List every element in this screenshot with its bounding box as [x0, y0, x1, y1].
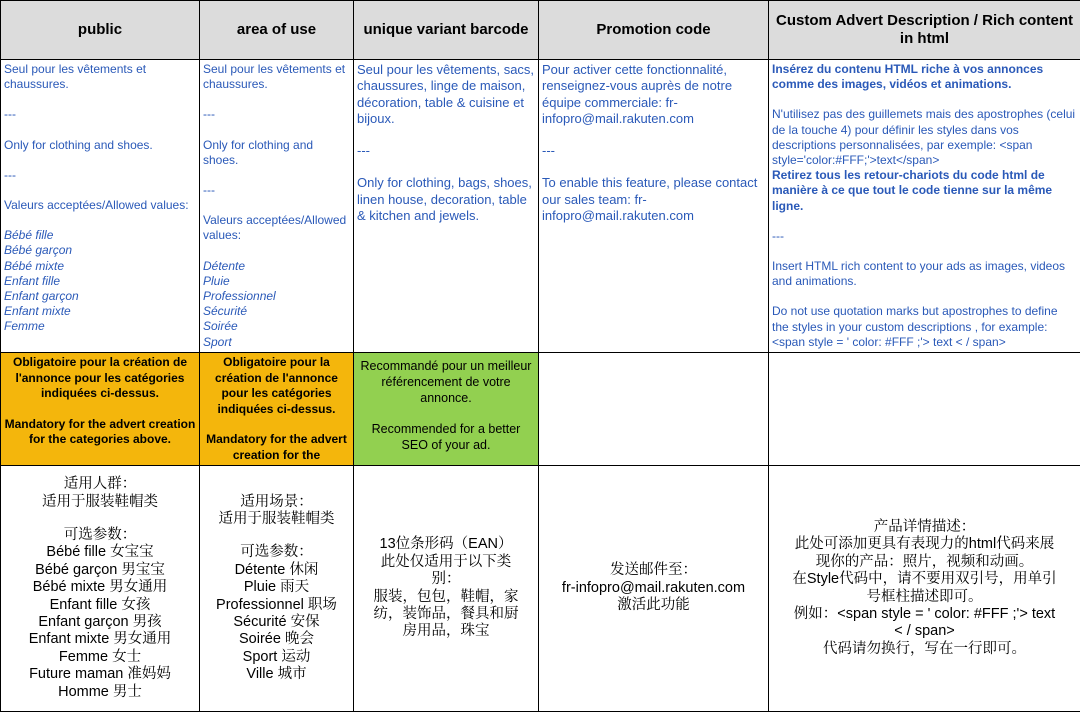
- custom-en-text-2: Do not use quotation marks but apostrophes to define the styles in your custom descriptions , for example: <span style = ' color: #FFF ;'> text < / span>: [772, 304, 1077, 350]
- custom-cn-line: 产品详情描述：: [772, 519, 1077, 536]
- header-custom-advert-description: Custom Advert Description / Rich content in html: [769, 1, 1080, 60]
- public-cn-value: Future maman 准妈妈: [4, 666, 196, 683]
- public-cn-params-label: 可选参数：: [4, 527, 196, 544]
- public-cn-title: 适用人群：: [4, 476, 196, 493]
- public-value-item: Enfant garçon: [4, 289, 196, 304]
- header-public: public: [1, 1, 200, 60]
- custom-advert-description-cell: [769, 60, 1080, 353]
- custom-cn-line: < / span>: [772, 623, 1077, 640]
- public-value-item: Bébé garçon: [4, 243, 196, 258]
- custom-chinese-cell: [769, 466, 1080, 712]
- promotion-empty-cell: [539, 353, 769, 466]
- public-mandatory-en: Mandatory for the advert creation for the categories above.: [4, 417, 196, 448]
- public-cn-value: Bébé mixte 男女通用: [4, 579, 196, 596]
- area-value-item: Soirée: [203, 319, 350, 334]
- header-unique-variant-barcode: unique variant barcode: [354, 1, 539, 60]
- area-value-item: Professionnel: [203, 289, 350, 304]
- area-cn-value: Sport 运动: [203, 649, 350, 666]
- public-cn-value: Femme 女士: [4, 649, 196, 666]
- custom-cn-line: 号框柱描述即可。: [772, 589, 1077, 606]
- area-cn-value: Détente 休闲: [203, 562, 350, 579]
- barcode-cn-line: 服装，包包，鞋帽，家: [357, 589, 535, 606]
- public-cn-value: Enfant mixte 男女通用: [4, 631, 196, 648]
- public-cn-value: Bébé fille 女宝宝: [4, 544, 196, 561]
- public-value-item: Enfant fille: [4, 274, 196, 289]
- custom-separator: ---: [772, 229, 1077, 244]
- public-en-intro: Only for clothing and shoes.: [4, 138, 196, 153]
- custom-cn-line: 在Style代码中，请不要用双引号，用单引: [772, 571, 1077, 588]
- public-description-cell: [1, 60, 200, 353]
- header-promotion-code: Promotion code: [539, 1, 769, 60]
- area-description-cell: [200, 60, 354, 353]
- area-mandatory-cell: [200, 353, 354, 466]
- barcode-separator: ---: [357, 143, 535, 159]
- barcode-en-text: Only for clothing, bags, shoes, linen house, decoration, table & kitchen and jewels.: [357, 175, 535, 224]
- public-value-item: Femme: [4, 319, 196, 334]
- barcode-fr-text: Seul pour les vêtements, sacs, chaussures, linge de maison, décoration, table & cuisine et bijoux.: [357, 62, 535, 127]
- area-cn-params-label: 可选参数：: [203, 544, 350, 561]
- header-row: [1, 1, 1080, 60]
- area-separator-2: ---: [203, 183, 350, 198]
- promotion-en-text: To enable this feature, please contact our sales team: fr-infopro@mail.rakuten.com: [542, 175, 765, 224]
- area-fr-intro: Seul pour les vêtements et chaussures.: [203, 62, 350, 92]
- barcode-recommended-fr: Recommandé pour un meilleur référencement de votre annonce.: [358, 358, 534, 406]
- public-mandatory-fr: Obligatoire pour la création de l'annonce pour les catégories indiquées ci-dessus.: [4, 355, 196, 402]
- area-value-item: Sécurité: [203, 304, 350, 319]
- barcode-cn-line: 房用品，珠宝: [357, 623, 535, 640]
- area-cn-value: Ville 城市: [203, 666, 350, 683]
- public-cn-value: Enfant garçon 男孩: [4, 614, 196, 631]
- area-value-item: Sport: [203, 335, 350, 350]
- barcode-cn-line: 13位条形码（EAN）: [357, 536, 535, 553]
- chinese-row: [1, 466, 1080, 712]
- public-value-item: Bébé fille: [4, 228, 196, 243]
- public-separator-1: ---: [4, 107, 196, 122]
- barcode-chinese-cell: [354, 466, 539, 712]
- barcode-cn-line: 此处仅适用于以下类: [357, 554, 535, 571]
- custom-fr-bold-intro: Insérez du contenu HTML riche à vos annonces comme des images, vidéos et animations.: [772, 62, 1077, 92]
- barcode-cn-line: 别：: [357, 571, 535, 588]
- custom-cn-line: 例如：<span style = ' color: #FFF ;'> text: [772, 606, 1077, 623]
- public-fr-intro: Seul pour les vêtements et chaussures.: [4, 62, 196, 92]
- area-mandatory-fr: Obligatoire pour la création de l'annonce pour les catégories indiquées ci-dessus.: [203, 355, 350, 417]
- custom-cn-line: 代码请勿换行，写在一行即可。: [772, 641, 1077, 658]
- header-area-of-use: area of use: [200, 1, 354, 60]
- area-value-item: Détente: [203, 259, 350, 274]
- area-values-label: Valeurs acceptées/Allowed values:: [203, 213, 350, 243]
- area-cn-subtitle: 适用于服装鞋帽类: [203, 511, 350, 528]
- public-cn-value: Homme 男士: [4, 684, 196, 701]
- requirement-row: [1, 353, 1080, 466]
- public-separator-2: ---: [4, 168, 196, 183]
- custom-cn-line: 现你的产品：照片，视频和动画。: [772, 554, 1077, 571]
- promotion-cn-email: fr-infopro@mail.rakuten.com: [542, 580, 765, 597]
- area-separator-1: ---: [203, 107, 350, 122]
- public-chinese-cell: [1, 466, 200, 712]
- promotion-cn-line: 激活此功能: [542, 597, 765, 614]
- public-values-label: Valeurs acceptées/Allowed values:: [4, 198, 196, 213]
- barcode-description-cell: [354, 60, 539, 353]
- promotion-separator: ---: [542, 143, 765, 159]
- area-en-intro: Only for clothing and shoes.: [203, 138, 350, 168]
- area-mandatory-en: Mandatory for the advert creation for the: [203, 432, 350, 463]
- custom-en-text-1: Insert HTML rich content to your ads as images, videos and animations.: [772, 259, 1077, 289]
- public-cn-value: Enfant fille 女孩: [4, 597, 196, 614]
- custom-cn-line: 此处可添加更具有表现力的html代码来展: [772, 536, 1077, 553]
- area-cn-value: Soirée 晚会: [203, 631, 350, 648]
- promotion-fr-text: Pour activer cette fonctionnalité, renseignez-vous auprès de notre équipe commerciale: fr-infopro@mail.rakuten.com: [542, 62, 765, 127]
- description-row: [1, 60, 1080, 353]
- promotion-description-cell: [539, 60, 769, 353]
- area-cn-value: Pluie 雨天: [203, 579, 350, 596]
- area-chinese-cell: [200, 466, 354, 712]
- custom-fr-bold-note: Retirez tous les retour-chariots du code html de manière à ce que tout le code tienne sur la même ligne.: [772, 168, 1077, 214]
- barcode-recommended-en: Recommended for a better SEO of your ad.: [358, 421, 534, 453]
- custom-empty-cell: [769, 353, 1080, 466]
- public-cn-value: Bébé garçon 男宝宝: [4, 562, 196, 579]
- barcode-cn-line: 纺，装饰品，餐具和厨: [357, 606, 535, 623]
- area-value-item: Pluie: [203, 274, 350, 289]
- public-cn-subtitle: 适用于服装鞋帽类: [4, 494, 196, 511]
- area-cn-title: 适用场景：: [203, 494, 350, 511]
- promotion-chinese-cell: [539, 466, 769, 712]
- public-value-item: Bébé mixte: [4, 259, 196, 274]
- public-mandatory-cell: [1, 353, 200, 466]
- promotion-cn-line: 发送邮件至：: [542, 562, 765, 579]
- public-value-item: Enfant mixte: [4, 304, 196, 319]
- area-cn-value: Professionnel 职场: [203, 597, 350, 614]
- area-cn-value: Sécurité 安保: [203, 614, 350, 631]
- barcode-recommended-cell: [354, 353, 539, 466]
- custom-fr-text: N'utilisez pas des guillemets mais des apostrophes (celui de la touche 4) pour définir les styles dans vos descriptions personnalisées, par exemple: <span style='color:#FFF;'>text</span>: [772, 107, 1077, 168]
